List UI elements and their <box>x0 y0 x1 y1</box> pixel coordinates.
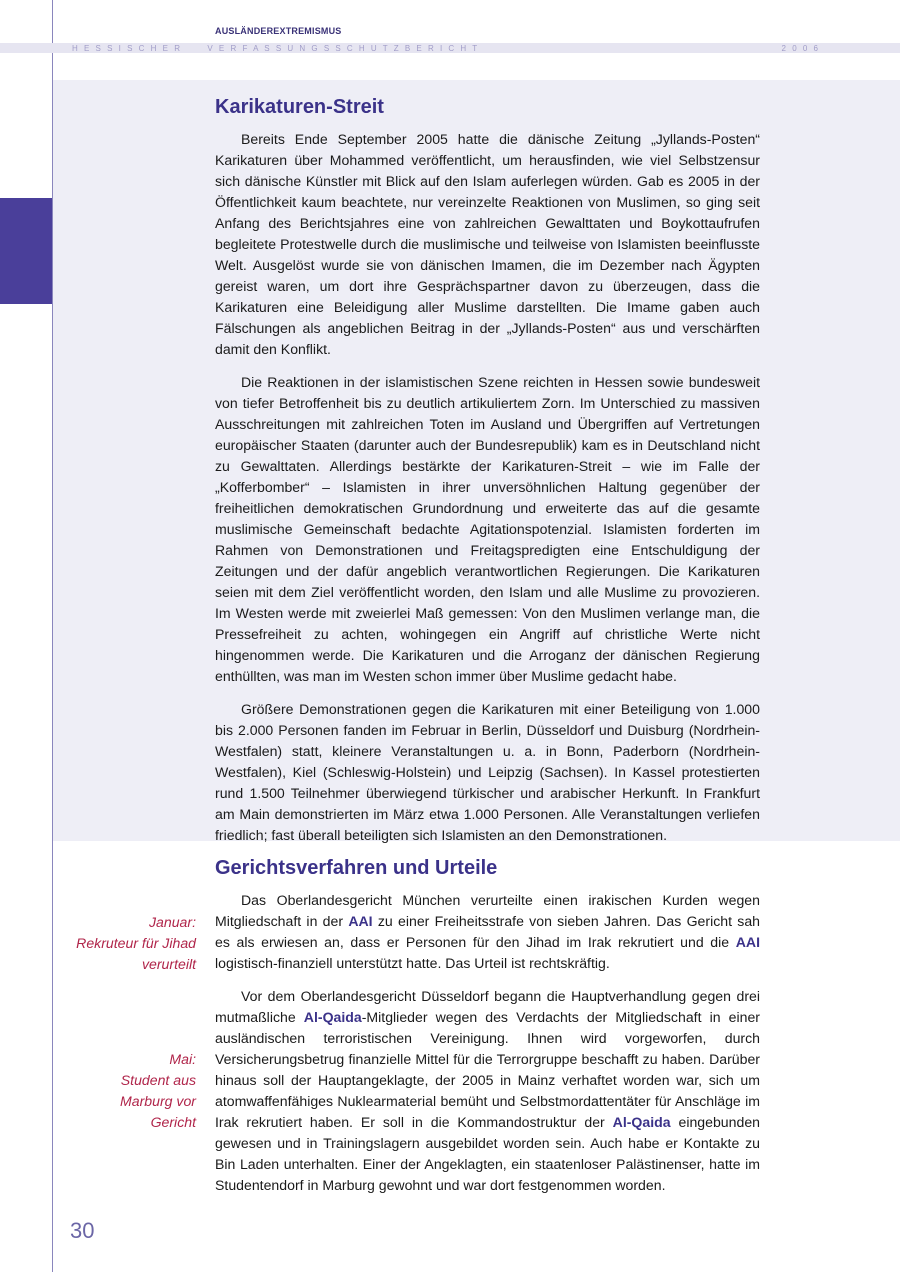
running-header-year: 2 0 0 6 <box>781 43 820 53</box>
keyword-aai: AAI <box>348 913 373 929</box>
paragraph: Größere Demonstrationen gegen die Karikaturen mit einer Beteiligung von 1.000 bis 2.000 Personen fanden im Februar in Berlin, Düsseldorf und Duisburg (Nordrhein-Westfalen) statt, kleinere Veranstaltungen u. a. in Bonn, Paderborn (Nordrhein-Westfalen), Kiel (Schleswig-Holstein) und Leipzig (Sachsen). In Kassel protestierten rund 1.500 Teilnehmer überwiegend türkischer und arabischer Herkunft. In Frankfurt am Main demonstrierten im März etwa 1.000 Personen. Alle Veranstaltungen verliefen friedlich; fast überall beteiligten sich Islamisten an den Demonstrationen. <box>215 701 760 843</box>
text-run: eingebunden gewesen und in Trainingslagern ausgebildet worden sein. Auch habe er Kontakte zu Bin Laden unterhalten. Einer der Angeklagten, ein staatenloser Palästinenser, hatte im Studentendorf in Marburg gewohnt und war dort festgenommen worden. <box>215 1114 760 1193</box>
chapter-tab-marker <box>0 198 52 304</box>
text-run: Das Oberlandesgericht München verurteilte einen irakischen Kurden wegen Mitgliedschaft in der <box>215 892 760 929</box>
paragraph: Bereits Ende September 2005 hatte die dänische Zeitung „Jyllands-Posten“ Karikaturen über Mohammed veröffentlicht, um herausfinden, wie viel Selbstzensur sich dänische Künstler mit Blick auf den Islam auferlegen würden. Gab es 2005 in der Öffentlichkeit kaum beachtete, nur vereinzelte Reaktionen von Muslimen, so ging seit Anfang des Berichtsjahres eine von zahlreichen Gewalttaten und Boykottaufrufen begleitete Protestwelle durch die muslimische und teilweise von Islamisten beeinflusste Welt. Ausgelöst wurde sie von dänischen Imamen, die im Dezember nach Ägypten gereist waren, um dort ihre Gesprächspartner davon zu überzeugen, dass die Karikaturen eine Beleidigung aller Muslime darstellten. Die Imame gaben auch Fälschungen als angeblichen Beitrag in der „Jyllands-Posten“ aus und verschärften damit den Konflikt. <box>215 131 760 357</box>
margin-note-line: Rekruteur für Jihad <box>76 935 196 951</box>
margin-note-line: Januar: <box>148 914 196 930</box>
section-label: AUSLÄNDEREXTREMISMUS <box>215 26 342 36</box>
margin-note-line: verurteilt <box>141 956 196 972</box>
margin-note-line: Marburg vor <box>120 1093 196 1109</box>
section-gerichtsverfahren <box>215 855 760 1196</box>
page-number: 30 <box>70 1218 95 1243</box>
margin-note-mai <box>46 1049 196 1133</box>
text-run: zu einer Freiheitsstrafe von sieben Jahren. Das Gericht sah es als erwiesen an, dass er Personen für den Jihad im Irak rekrutiert und die <box>215 913 760 950</box>
margin-note-januar <box>46 912 196 975</box>
paragraph <box>215 986 760 1196</box>
text-run: -Mitglieder wegen des Verdachts der Mitgliedschaft in einer ausländischen terroristischen Vereinigung. Ihnen wird vorgeworfen, durch Versicherungsbetrug finanzielle Mittel für die Terrorgruppe beschafft zu haben. Darüber hinaus soll der Hauptangeklagte, der 2005 in Mainz verhaftet worden war, sich um atomwaffenfähiges Nuklearmaterial bemüht und Selbstmordattentäter für Anschläge im Irak rekrutiert haben. Er soll in die Kommandostruktur der <box>215 1009 760 1130</box>
margin-note-line: Gericht <box>150 1114 196 1130</box>
running-header-title: H E S S I S C H E R V E R F A S S U N G S S C H U T Z B E R I C H T <box>72 43 480 53</box>
running-header <box>72 43 820 53</box>
margin-note-line: Mai: <box>169 1051 196 1067</box>
text-run: Vor dem Oberlandesgericht Düsseldorf begann die Hauptverhandlung gegen drei mutmaßliche <box>215 988 760 1025</box>
keyword-al-qaida: Al-Qaida <box>303 1009 362 1025</box>
keyword-al-qaida: Al-Qaida <box>612 1114 671 1130</box>
section-karikaturen-streit <box>215 94 760 846</box>
text-run: logistisch-finanziell unterstützt hatte. Das Urteil ist rechtskräftig. <box>215 955 610 971</box>
paragraph: Die Reaktionen in der islamistischen Szene reichten in Hessen sowie bundesweit von tiefer Betroffenheit bis zu deutlich artikuliertem Zorn. Im Unterschied zu massiven Ausschreitungen mit zahlreichen Toten im Ausland und Übergriffen auf Vertretungen europäischer Staaten (darunter auch der Bundesrepublik) kam es in Deutschland nicht zu Gewalttaten. Allerdings bestärkte der Karikaturen-Streit – wie im Falle der „Kofferbomber“ – Islamisten in ihrer unversöhnlichen Haltung gegenüber der freiheitlichen demokratischen Grundordnung und erweiterte das auf die gesamte muslimische Gemeinschaft bedachte Agitationspotenzial. Islamisten forderten im Rahmen von Demonstrationen und Freitagspredigten eine Entschuldigung der Zeitungen und der dafür angeblich verantwortlichen Regierungen. Die Karikaturen seien mit dem Ziel veröffentlicht worden, den Islam und alle Muslime zu provozieren. Im Westen werde mit zweierlei Maß gemessen: Von den Muslimen verlange man, die Pressefreiheit zu achten, wohingegen ein Angriff auf christliche Werte nicht hingenommen werde. Die Karikaturen und die Arroganz der dänischen Regierung enthüllten, was man im Westen schon immer über Muslime gedacht habe. <box>215 374 760 684</box>
margin-note-line: Student aus <box>120 1072 196 1088</box>
keyword-aai: AAI <box>735 934 760 950</box>
paragraph <box>215 890 760 974</box>
section-heading: Gerichtsverfahren und Urteile <box>215 857 498 879</box>
section-heading: Karikaturen-Streit <box>215 96 384 118</box>
